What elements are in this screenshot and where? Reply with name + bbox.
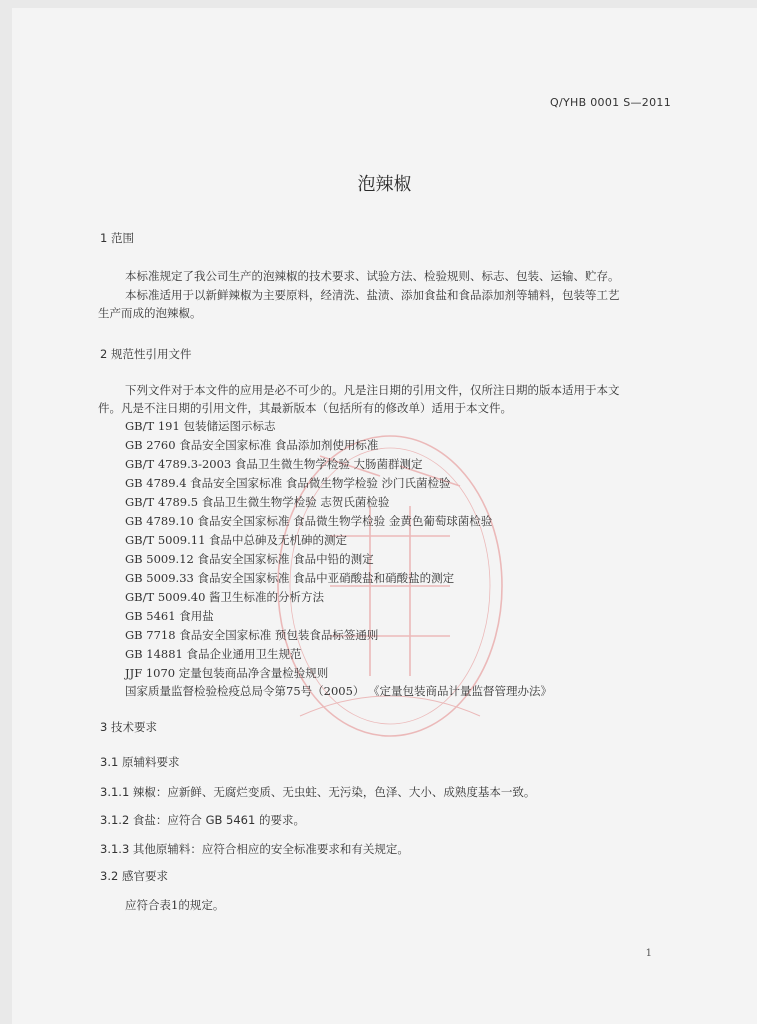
reference-item: GB 5461 食用盐 (125, 609, 214, 623)
page-number: 1 (645, 948, 652, 959)
reference-item: GB 5009.12 食品安全国家标准 食品中铅的测定 (125, 552, 374, 566)
reference-item: GB 14881 食品企业通用卫生规范 (125, 647, 302, 661)
references-intro-line-2: 件。凡是不注日期的引用文件，其最新版本（包括所有的修改单）适用于本文件。 (98, 401, 512, 415)
standard-number: Q/YHB 0001 S—2011 (550, 96, 671, 109)
references-intro-line-1: 下列文件对于本文件的应用是必不可少的。凡是注日期的引用文件，仅所注日期的版本适用于本文 (125, 383, 620, 397)
reference-item: GB 4789.4 食品安全国家标准 食品微生物学检验 沙门氏菌检验 (125, 476, 451, 490)
reference-item: GB/T 5009.40 酱卫生标准的分析方法 (125, 590, 325, 604)
reference-item: GB 7718 食品安全国家标准 预包装食品标签通则 (125, 628, 379, 642)
section-3-heading: 3 技术要求 (100, 720, 157, 734)
section-2-heading: 2 规范性引用文件 (100, 347, 192, 361)
reference-item: GB 2760 食品安全国家标准 食品添加剂使用标准 (125, 438, 379, 452)
clause-3-1-2: 3.1.2 食盐：应符合 GB 5461 的要求。 (100, 813, 305, 827)
reference-item: GB/T 5009.11 食品中总砷及无机砷的测定 (125, 533, 348, 547)
section-3-1-heading: 3.1 原辅料要求 (100, 755, 180, 769)
clause-3-1-1: 3.1.1 辣椒：应新鲜、无腐烂变质、无虫蛀、无污染，色泽、大小、成熟度基本一致。 (100, 785, 536, 799)
scope-paragraph-2-line-2: 生产而成的泡辣椒。 (98, 306, 202, 320)
clause-3-1-3: 3.1.3 其他原辅料：应符合相应的安全标准要求和有关规定。 (100, 842, 409, 856)
section-3-2-heading: 3.2 感官要求 (100, 869, 168, 883)
sensory-requirement-note: 应符合表1的规定。 (125, 898, 225, 912)
section-1-heading: 1 范围 (100, 231, 134, 245)
document-page (12, 8, 757, 1024)
reference-item: GB/T 4789.5 食品卫生微生物学检验 志贺氏菌检验 (125, 495, 390, 509)
reference-item: GB 4789.10 食品安全国家标准 食品微生物学检验 金黄色葡萄球菌检验 (125, 514, 493, 528)
document-title: 泡辣椒 (357, 174, 412, 195)
scope-paragraph-1: 本标准规定了我公司生产的泡辣椒的技术要求、试验方法、检验规则、标志、包装、运输、贮存。 (125, 269, 620, 283)
scope-paragraph-2-line-1: 本标准适用于以新鲜辣椒为主要原料，经清洗、盐渍、添加食盐和食品添加剂等辅料，包装等工艺 (125, 288, 620, 302)
reference-item: GB 5009.33 食品安全国家标准 食品中亚硝酸盐和硝酸盐的测定 (125, 571, 455, 585)
reference-item: GB/T 4789.3-2003 食品卫生微生物学检验 大肠菌群测定 (125, 457, 423, 471)
reference-item: GB/T 191 包装储运图示标志 (125, 419, 276, 433)
reference-item: JJF 1070 定量包装商品净含量检验规则 (125, 666, 329, 680)
reference-item: 国家质量监督检验检疫总局令第75号（2005） 《定量包装商品计量监督管理办法》 (125, 684, 553, 698)
